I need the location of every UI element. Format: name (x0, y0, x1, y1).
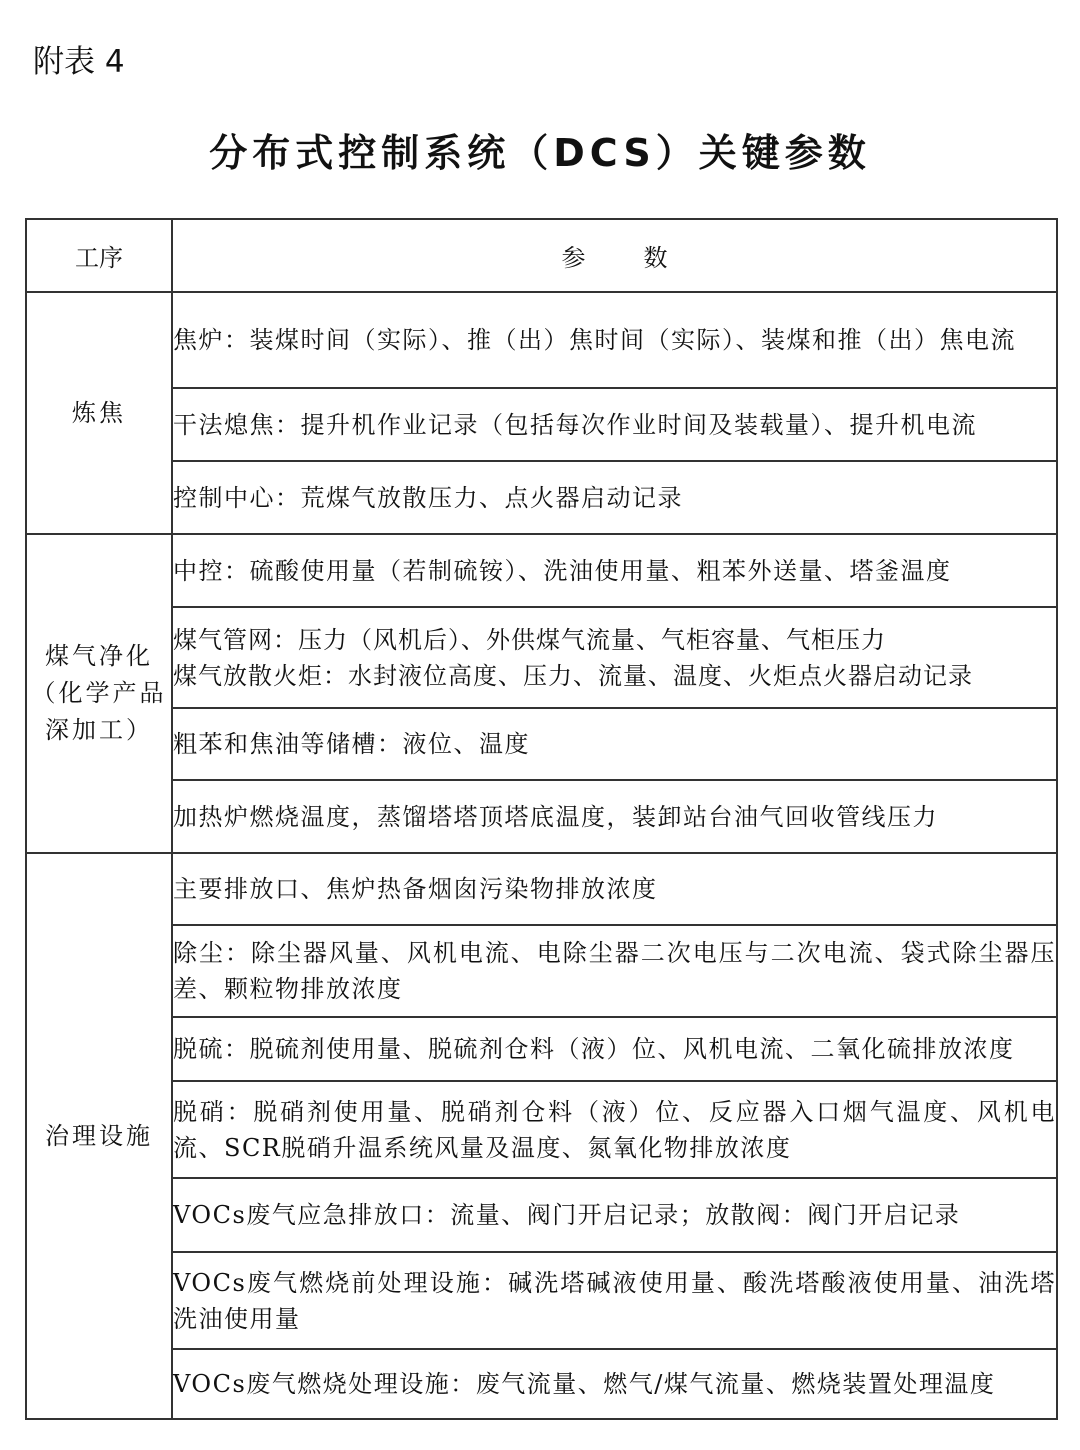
param-cell: 脱硝：脱硝剂使用量、脱硝剂仓料（液）位、反应器入口烟气温度、风机电流、SCR脱硝升温系统风量及温度、氮氧化物排放浓度 (172, 1081, 1057, 1178)
table-row (26, 461, 1057, 534)
table-row (26, 853, 1057, 925)
param-cell: 煤气管网：压力（风机后）、外供煤气流量、气柜容量、气柜压力 煤气放散火炬：水封液位高度、压力、流量、温度、火炬点火器启动记录 (172, 607, 1057, 708)
param-cell: 加热炉燃烧温度，蒸馏塔塔顶塔底温度，装卸站台油气回收管线压力 (172, 780, 1057, 853)
table-row (26, 708, 1057, 780)
process-cell-coking: 炼焦 (26, 292, 172, 534)
table-row (26, 780, 1057, 853)
dcs-parameters-table (25, 218, 1058, 1420)
param-cell: 除尘：除尘器风量、风机电流、电除尘器二次电压与二次电流、袋式除尘器压差、颗粒物排放浓度 (172, 925, 1057, 1017)
table-row (26, 1178, 1057, 1252)
param-cell: 中控：硫酸使用量（若制硫铵）、洗油使用量、粗苯外送量、塔釜温度 (172, 534, 1057, 607)
table-row (26, 607, 1057, 708)
table-row (26, 925, 1057, 1017)
process-cell-gas-purification: 煤气净化（化学产品深加工） (26, 534, 172, 853)
table-row (26, 1349, 1057, 1419)
param-cell: 焦炉：装煤时间（实际）、推（出）焦时间（实际）、装煤和推（出）焦电流 (172, 292, 1057, 388)
header-process: 工序 (26, 219, 172, 292)
process-cell-treatment-facilities: 治理设施 (26, 853, 172, 1419)
param-cell: 控制中心：荒煤气放散压力、点火器启动记录 (172, 461, 1057, 534)
param-cell: 主要排放口、焦炉热备烟囱污染物排放浓度 (172, 853, 1057, 925)
table-row (26, 292, 1057, 388)
param-cell: 干法熄焦：提升机作业记录（包括每次作业时间及装载量）、提升机电流 (172, 388, 1057, 461)
param-cell: VOCs废气燃烧前处理设施：碱洗塔碱液使用量、酸洗塔酸液使用量、油洗塔洗油使用量 (172, 1252, 1057, 1349)
annex-label: 附表 4 (33, 44, 125, 80)
header-parameters-label: 参数 (561, 244, 726, 272)
table-header-row (26, 219, 1057, 292)
param-cell: VOCs废气燃烧处理设施：废气流量、燃气/煤气流量、燃烧装置处理温度 (172, 1349, 1057, 1419)
table-row (26, 1017, 1057, 1081)
table-row (26, 388, 1057, 461)
param-cell: 脱硫：脱硫剂使用量、脱硫剂仓料（液）位、风机电流、二氧化硫排放浓度 (172, 1017, 1057, 1081)
table-row (26, 1252, 1057, 1349)
param-cell: 粗苯和焦油等储槽：液位、温度 (172, 708, 1057, 780)
param-cell: VOCs废气应急排放口：流量、阀门开启记录；放散阀：阀门开启记录 (172, 1178, 1057, 1252)
table-row (26, 1081, 1057, 1178)
page-title: 分布式控制系统（DCS）关键参数 (209, 131, 871, 175)
header-parameters (172, 219, 1057, 292)
table-row (26, 534, 1057, 607)
